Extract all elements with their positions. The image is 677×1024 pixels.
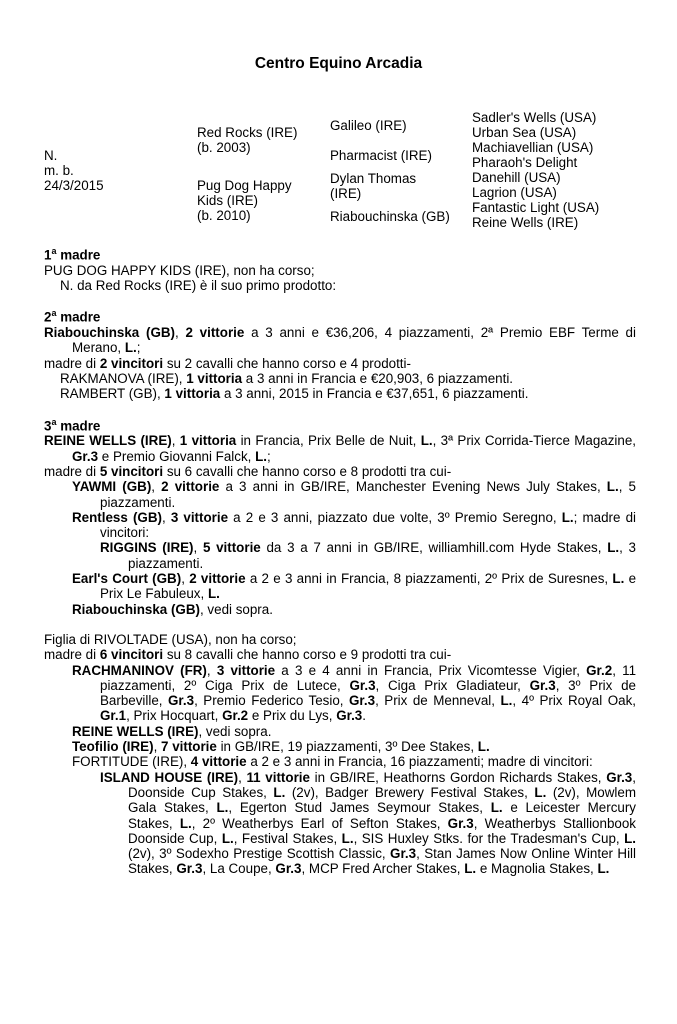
second-dam-heading: 2$^a$ madre <box>44 308 101 325</box>
gen3-item: Sadler's Wells (USA) <box>472 110 597 125</box>
produce-entry: RAMBERT (GB), 1 vittoria a 3 anni, 2015 in Francia e €37,651, 6 piazzamenti. <box>60 386 529 402</box>
pedigree-gen3 <box>472 110 599 230</box>
gen3-item: Reine Wells (IRE) <box>472 215 579 230</box>
sire-name: Red Rocks (IRE) <box>197 125 298 140</box>
produce-entry: RIGGINS (IRE), 5 vittorie da 3 a 7 anni in GB/IRE, williamhill.com Hyde Stakes, L., 3 piazzamenti. <box>100 540 636 571</box>
subject-sex-color: m. b. <box>44 163 74 178</box>
produce-entry: FORTITUDE (IRE), 4 vittorie a 2 e 3 anni in Francia, 16 piazzamenti; madre di vincitori: <box>72 754 593 770</box>
produce-entry: YAWMI (GB), 2 vittorie a 3 anni in GB/IRE, Manchester Evening News July Stakes, L., 5 piazzamenti. <box>72 479 636 510</box>
dam-year: (b. 2010) <box>197 208 251 223</box>
gen3-item: Lagrion (USA) <box>472 185 557 200</box>
produce-entry: Earl's Court (GB), 2 vittorie a 2 e 3 anni in Francia, 8 piazzamenti, 2º Prix de Suresnes, L. e Prix Le Fabuleux, L. <box>72 571 637 602</box>
produce-entry: REINE WELLS (IRE), vedi sopra. <box>72 723 272 739</box>
dam-name-line2: Kids (IRE) <box>197 193 259 208</box>
fourth-dam-record: Figlia di RIVOLTADE (USA), non ha corso; <box>44 631 297 647</box>
subject-birthdate: 24/3/2015 <box>44 178 104 193</box>
gen2-galileo: Galileo (IRE) <box>330 118 407 133</box>
produce-entry: Teofilio (IRE), 7 vittorie in GB/IRE, 19 piazzamenti, 3º Dee Stakes, L. <box>72 739 490 755</box>
pedigree-subject <box>44 148 104 193</box>
produce-entry: Riabouchinska (GB), vedi sopra. <box>72 601 273 617</box>
sire-year: (b. 2003) <box>197 140 251 155</box>
gen2-riabouchinska: Riabouchinska (GB) <box>330 209 450 224</box>
dam-name-line1: Pug Dog Happy <box>197 178 292 193</box>
second-dam-record: Riabouchinska (GB), 2 vittorie a 3 anni e €36,206, 4 piazzamenti, 2ª Premio EBF Terme di Merano, L.; <box>44 325 636 356</box>
second-dam-produce-summary: madre di 2 vincitori su 2 cavalli che hanno corso e 4 prodotti- <box>44 355 411 371</box>
spacer <box>44 617 636 632</box>
gen2-pharmacist: Pharmacist (IRE) <box>330 148 432 163</box>
produce-entry: Rentless (GB), 3 vittorie a 2 e 3 anni, piazzato due volte, 3º Premio Seregno, L.; madre di vincitori: <box>72 509 637 541</box>
produce-entry: ISLAND HOUSE (IRE), 11 vittorie in GB/IRE, Heathorns Gordon Richards Stakes, Gr.3, Doonside Cup Stakes, L. (2v), Badger Brewery Festival Stakes, L. (2v), Mowlem Gala Stakes, L., Egerton Stud James Seymour Stakes, L. e Leicester Mercury Stakes, L., 2º Weatherbys Earl of Sefton Stakes, Gr.3, Weatherbys Stallionbook Doonside Cup, L., Festival Stakes, L., SIS Huxley Stks. for the Tradesman's Cup, L. (2v), 3º Sodexho Prestige Scottish Classic, Gr.3, Stan James Now Online Winter Hill Stakes, Gr.3, La Coupe, Gr.3, MCP Fred Archer Stakes, L. e Magnolia Stakes, L. <box>100 769 636 877</box>
pedigree-dam <box>197 178 292 223</box>
fourth-dam-produce-summary: madre di 6 vincitori su 8 cavalli che hanno corso e 9 prodotti tra cui- <box>44 647 452 663</box>
family-text <box>44 244 636 877</box>
produce-entry: RACHMANINOV (FR), 3 vittorie a 3 e 4 anni in Francia, Prix Vicomtesse Vigier, Gr.2, 11 piazzamenti, 2º Ciga Prix de Lutece, Gr.3, Ciga Prix Gladiateur, Gr.3, 3º Prix de Barbeville, Gr.3, Premio Federico Tesio, Gr.3, Prix de Menneval, L., 4º Prix Royal Oak, Gr.1, Prix Hocquart, Gr.2 e Prix du Lys, Gr.3. <box>72 662 637 724</box>
third-dam-produce-summary: madre di 5 vincitori su 6 cavalli che hanno corso e 8 prodotti tra cui- <box>44 463 452 479</box>
third-dam-heading: 3$^a$ madre <box>44 416 101 434</box>
first-dam-line: N. da Red Rocks (IRE) è il suo primo prodotto: <box>60 278 337 294</box>
first-dam-heading: 1$^a$ madre <box>44 246 101 263</box>
gen2-dylan-thomas: Dylan Thomas <box>330 171 417 186</box>
page-title: Centro Equino Arcadia <box>254 55 423 72</box>
produce-entry: RAKMANOVA (IRE), 1 vittoria a 3 anni in Francia e €20,903, 6 piazzamenti. <box>60 371 514 387</box>
gen3-item: Machiavellian (USA) <box>472 140 594 155</box>
subject-name: N. <box>44 148 58 163</box>
gen2-dylan-thomas-country: (IRE) <box>330 186 362 201</box>
pedigree-sire <box>197 125 297 155</box>
gen3-item: Pharaoh's Delight <box>472 155 578 170</box>
gen3-item: Urban Sea (USA) <box>472 125 577 140</box>
first-dam-line: PUG DOG HAPPY KIDS (IRE), non ha corso; <box>44 262 315 278</box>
gen3-item: Danehill (USA) <box>472 170 561 185</box>
gen3-item: Fantastic Light (USA) <box>472 200 600 215</box>
third-dam-record: REINE WELLS (IRE), 1 vittoria in Francia, Prix Belle de Nuit, L., 3ª Prix Corrida-Tierce Magazine, Gr.3 e Premio Giovanni Falck, L.; <box>44 433 637 464</box>
